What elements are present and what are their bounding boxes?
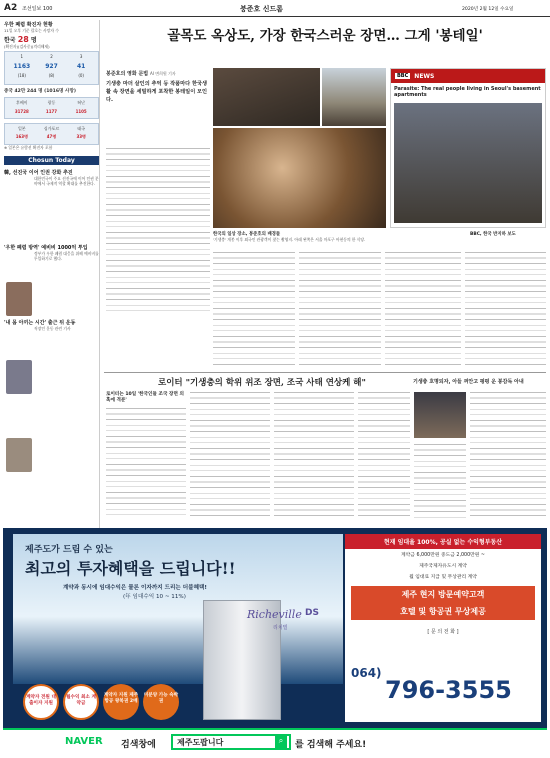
article-text-5 xyxy=(465,252,546,368)
photo-restaurant xyxy=(213,128,386,228)
bbc-logo: BBC xyxy=(397,73,409,79)
photo-director xyxy=(414,392,466,438)
korea-count: 한국 28 명 xyxy=(4,35,37,44)
bbc-photo xyxy=(394,103,542,223)
article-text-3 xyxy=(299,252,381,368)
ad-sub2: (年 임대수익 10 ~ 11%) xyxy=(123,594,186,600)
china-stats: 후베이 광둥 허난 31728 1177 1105 xyxy=(4,97,99,119)
domestic-stats: 1 2 3 1163 927 41 (18) (8) (0) xyxy=(4,51,99,85)
ad-sub1: 계약과 동시에 임대수익은 물론 이자까지 드리는 더블혜택! xyxy=(63,585,207,591)
ad-badge-3: 계약자 지원 제주항공 왕복권 2매 xyxy=(103,684,139,720)
china-label: 중국 42만 244 명 (1016명 사망) xyxy=(4,89,77,94)
ad-phone-area: 064) xyxy=(351,666,382,680)
second-text-2 xyxy=(190,392,270,520)
search-icon[interactable]: ⌕ xyxy=(275,736,287,748)
kicker: 봉준호의 영화 문법 xyxy=(106,71,149,77)
search-input[interactable]: 제주도팝니다 xyxy=(171,734,291,750)
chosun-today-banner: Chosun Today xyxy=(4,156,99,165)
sidebar-footnote: ※ 일본은 유람선 확진자 포함 xyxy=(4,145,53,150)
second-text-4 xyxy=(358,392,410,520)
photo-alley xyxy=(213,68,320,126)
article-text-1 xyxy=(106,148,210,316)
second-headline: 로이터 "기생충의 학위 위조 장면, 조국 사태 연상케 해" xyxy=(158,378,366,388)
domestic-label: (확진자)(검사중)(격리해제) xyxy=(4,44,50,49)
main-headline: 골목도 옥상도, 가장 한국스러운 장면… 그게 '봉테일' xyxy=(167,28,483,44)
photo-rooftop xyxy=(322,68,386,126)
ad-big-2: 호텔 및 항공권 무상제공 xyxy=(351,603,535,620)
section-title: 붕준호 신드롬 xyxy=(240,5,284,13)
ad-right-panel xyxy=(345,534,541,722)
bbc-news-label: NEWS xyxy=(414,72,435,80)
ad-brand-script: Richeville xyxy=(247,608,302,621)
sidebar-subtitle: 11일 오후 기준 괄호는 사망자 수 xyxy=(4,28,59,33)
second-subhead: 로이터는 10일 '한국인들 조국 장면 의혹에 격분' xyxy=(106,392,184,403)
naver-search-bar[interactable] xyxy=(3,728,547,754)
ad-right-top: 현재 임대율 100%, 공실 없는 수익형부동산 xyxy=(345,534,541,549)
second-text-1 xyxy=(106,408,186,520)
ad-brand-ds: DS xyxy=(305,608,319,618)
bbc-header xyxy=(391,69,545,83)
brand-label: 조선일보 100 xyxy=(22,6,53,12)
side-text-1 xyxy=(414,444,466,520)
bbc-caption: BBC, 한국 반지하 보도 xyxy=(470,232,516,237)
ad-point-3: 월 임대료 지급 및 무상관리 계약 xyxy=(409,575,477,580)
ad-top-line: 제주도가 드림 수 있는 xyxy=(25,545,113,555)
ad-badge-4: 미분양 가능 숙박권 xyxy=(143,684,179,720)
sidebar xyxy=(4,20,100,536)
article-text-4 xyxy=(385,252,461,368)
naver-logo: NAVER xyxy=(65,736,103,747)
today-item-2: '우한 폐렴 방역' 예비비 1000억 투입 정부가 우한 폐렴 대응을 위해 예비비를 투입하기로 했다. xyxy=(4,244,99,315)
ad-contact-label: [ 문 의 전 화 ] xyxy=(427,629,459,635)
page-header xyxy=(0,0,550,17)
photo-caption: 한국의 일상 장소, 봉준호의 배경들 xyxy=(213,232,281,237)
sidebar-title: 우한 폐렴 확진자 현황 xyxy=(4,22,53,28)
today-item-3: '내 몸 아끼는 시간' 출근 뒤 운동 직장인 운동 관련 기사 xyxy=(4,319,99,386)
today-item-1: 韓, 선진국 이어 인권 강화 추진 대한민국이 주요 선진국에 이어 인권 분야에서 국제적 역할 확대를 추진한다. xyxy=(4,169,99,240)
lead: 기생충 마더 살인의 추억 등 작품마다 한국생활 속 장면을 세밀하게 포착한 봉테일이 모인다. xyxy=(106,81,208,103)
thumbnail-3 xyxy=(6,438,32,472)
byline: AI 변희원 기자 xyxy=(150,71,176,76)
bbc-screenshot xyxy=(390,68,546,228)
advertisement[interactable] xyxy=(3,528,547,754)
ad-big-1: 제주 현지 방문예약고객 xyxy=(351,586,535,603)
side-text-2 xyxy=(470,392,546,520)
bbc-title: Parasite: The real people living in Seoul's basement apartments xyxy=(394,86,541,98)
ad-point-2: 제주국제자유도시 계약 xyxy=(419,564,467,569)
article-text-2 xyxy=(213,252,295,368)
ad-headline: 최고의 투자혜택을 드립니다!! xyxy=(25,559,236,578)
thumbnail-2 xyxy=(6,360,32,394)
thumbnail-1 xyxy=(6,282,32,316)
second-text-3 xyxy=(274,392,354,520)
ad-badge-2: 월수익 최소 계약금 xyxy=(63,684,99,720)
divider xyxy=(104,372,546,373)
issue-date: 2020년 2월 12일 수요일 xyxy=(462,7,514,12)
search-prefix: 검색창에 xyxy=(121,740,156,750)
other-countries: 일본 싱가포르 태국 163명 47명 33명 xyxy=(4,123,99,145)
search-suffix: 를 검색해 주세요! xyxy=(295,740,367,750)
page-number: A2 xyxy=(4,3,18,13)
ad-point-1: 계약금 6,000만원 중도금 2,000만원 ~ xyxy=(401,553,485,558)
ad-brand-kr: 리치빌 xyxy=(273,625,288,631)
ad-phone[interactable]: 796-3555 xyxy=(385,676,512,704)
photo-caption-sub: '기생충' 개봉 이후 외국인 관광객이 찾는 촬영지. 아래 왼쪽은 서울 마포구 아현동의 한 식당. xyxy=(213,237,366,242)
ad-badge-1: 계약자 전원 대출이자 지원 xyxy=(23,684,59,720)
side-headline: 기생충 호명되자, 아들 껴안고 펑펑 운 봉감독 아내 xyxy=(413,379,524,385)
